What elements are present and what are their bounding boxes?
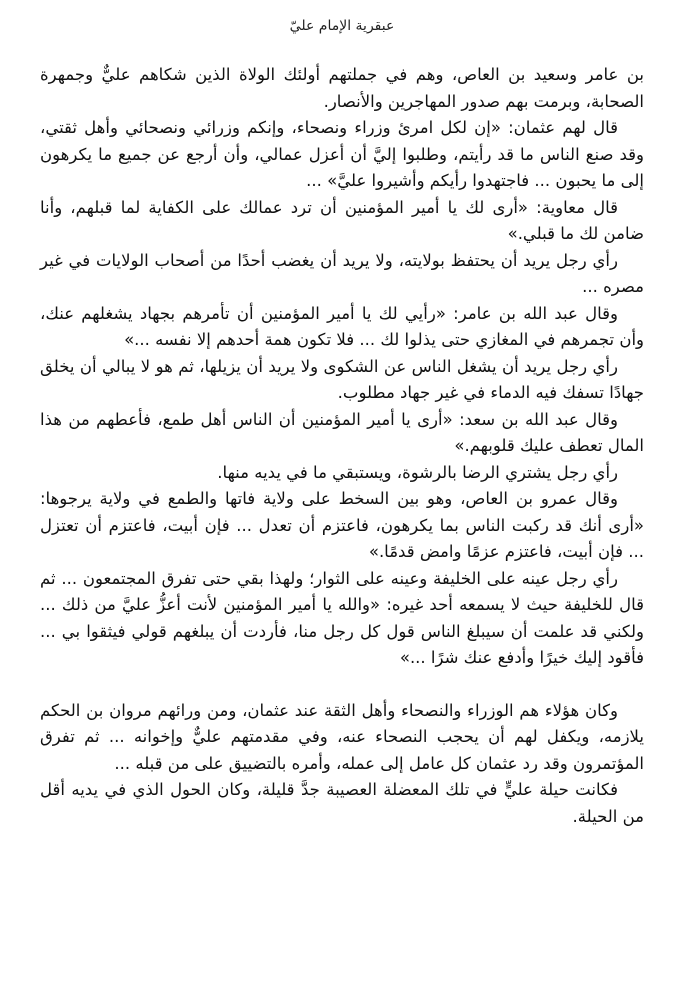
paragraph: فكانت حيلة عليٍّ في تلك المعضلة العصيبة جدَّ قليلة، وكان الحول الذي في يديه أقل من الحيلة. [40,780,644,826]
paragraph: وكان هؤلاء هم الوزراء والنصحاء وأهل الثقة عند عثمان، ومن ورائهم مروان بن الحكم يلازمه، ويكفل لهم أن يحجب النصحاء عنه، وفي مقدمتهم عليٌّ وإخوانه ... ثم تفرق المؤتمرون وقد رد عثمان كل عامل إلى عمله، وأمره بالتضييق على من قبله ... [40,700,644,773]
running-header: عبقرية الإمام عليّ [289,18,395,34]
paragraph: وقال عبد الله بن عامر: «رأيي لك يا أمير المؤمنين أن تأمرهم بجهاد يشغلهم عنك، وأن تجمرهم في المغازي حتى يذلوا لك ... فلا تكون همة أحدهم إلا نفسه ...» [40,303,644,349]
paragraph: قال لهم عثمان: «إن لكل امرئ وزراء ونصحاء، وإنكم وزرائي ونصحائي وأهل ثقتي، وقد صنع الناس ما قد رأيتم، وطلبوا إليَّ أن أعزل عمالي، وأن أرجع عن جميع ما يكرهون إلى ما يحبون ... فاجتهدوا رأيكم وأشيروا عليَّ» ... [40,118,644,190]
body-text [40,62,644,830]
paragraph: رأي رجل يريد أن يحتفظ بولايته، ولا يريد أن يغضب أحدًا من أصحاب الولايات في غير مصره ... [40,250,644,296]
paragraph: رأي رجل يشتري الرضا بالرشوة، ويستبقي ما في يديه منها. [217,462,618,482]
paragraph: وقال عبد الله بن سعد: «أرى يا أمير المؤمنين أن الناس أهل طمع، فأعطهم من هذا المال تعطف عليك قلوبهم.» [40,409,644,455]
paragraph: رأي رجل يريد أن يشغل الناس عن الشكوى ولا يريد أن يزيلها، ثم هو لا يبالي أن يخلق جهادًا تسفك فيه الدماء في غير جهاد مطلوب. [40,356,644,402]
paragraph: قال معاوية: «أرى لك يا أمير المؤمنين أن ترد عمالك على الكفاية لما قبلهم، وأنا ضامن لك ما قبلي.» [40,197,644,243]
paragraph: رأي رجل عينه على الخليفة وعينه على الثوار؛ ولهذا بقي حتى تفرق المجتمعون ... ثم قال للخليفة حيث لا يسمعه أحد غيره: «والله يا أمير المؤمنين لأنت أعزُّ عليَّ من ذلك ... ولكني قد علمت أن سيبلغ الناس قول كل رجل منا، فأردت أن يبلغهم قولي فيثقوا بي ... فأقود إليك خيرًا وأدفع عنك شرًا ...» [40,568,644,667]
paragraph: وقال عمرو بن العاص، وهو بين السخط على ولاية فاتها والطمع في ولاية يرجوها: «أرى أنك قد ركبت الناس بما يكرهون، فاعتزم أن تعدل ... فإن أبيت، فاعتزم أن تعتزل ... فإن أبيت، فاعتزم عزمًا وامض قدمًا.» [40,489,644,561]
paragraph: بن عامر وسعيد بن العاص، وهم في جملتهم أولئك الولاة الذين شكاهم عليٌّ وجمهرة الصحابة، وبرمت بهم صدور المهاجرين والأنصار. [40,65,644,111]
